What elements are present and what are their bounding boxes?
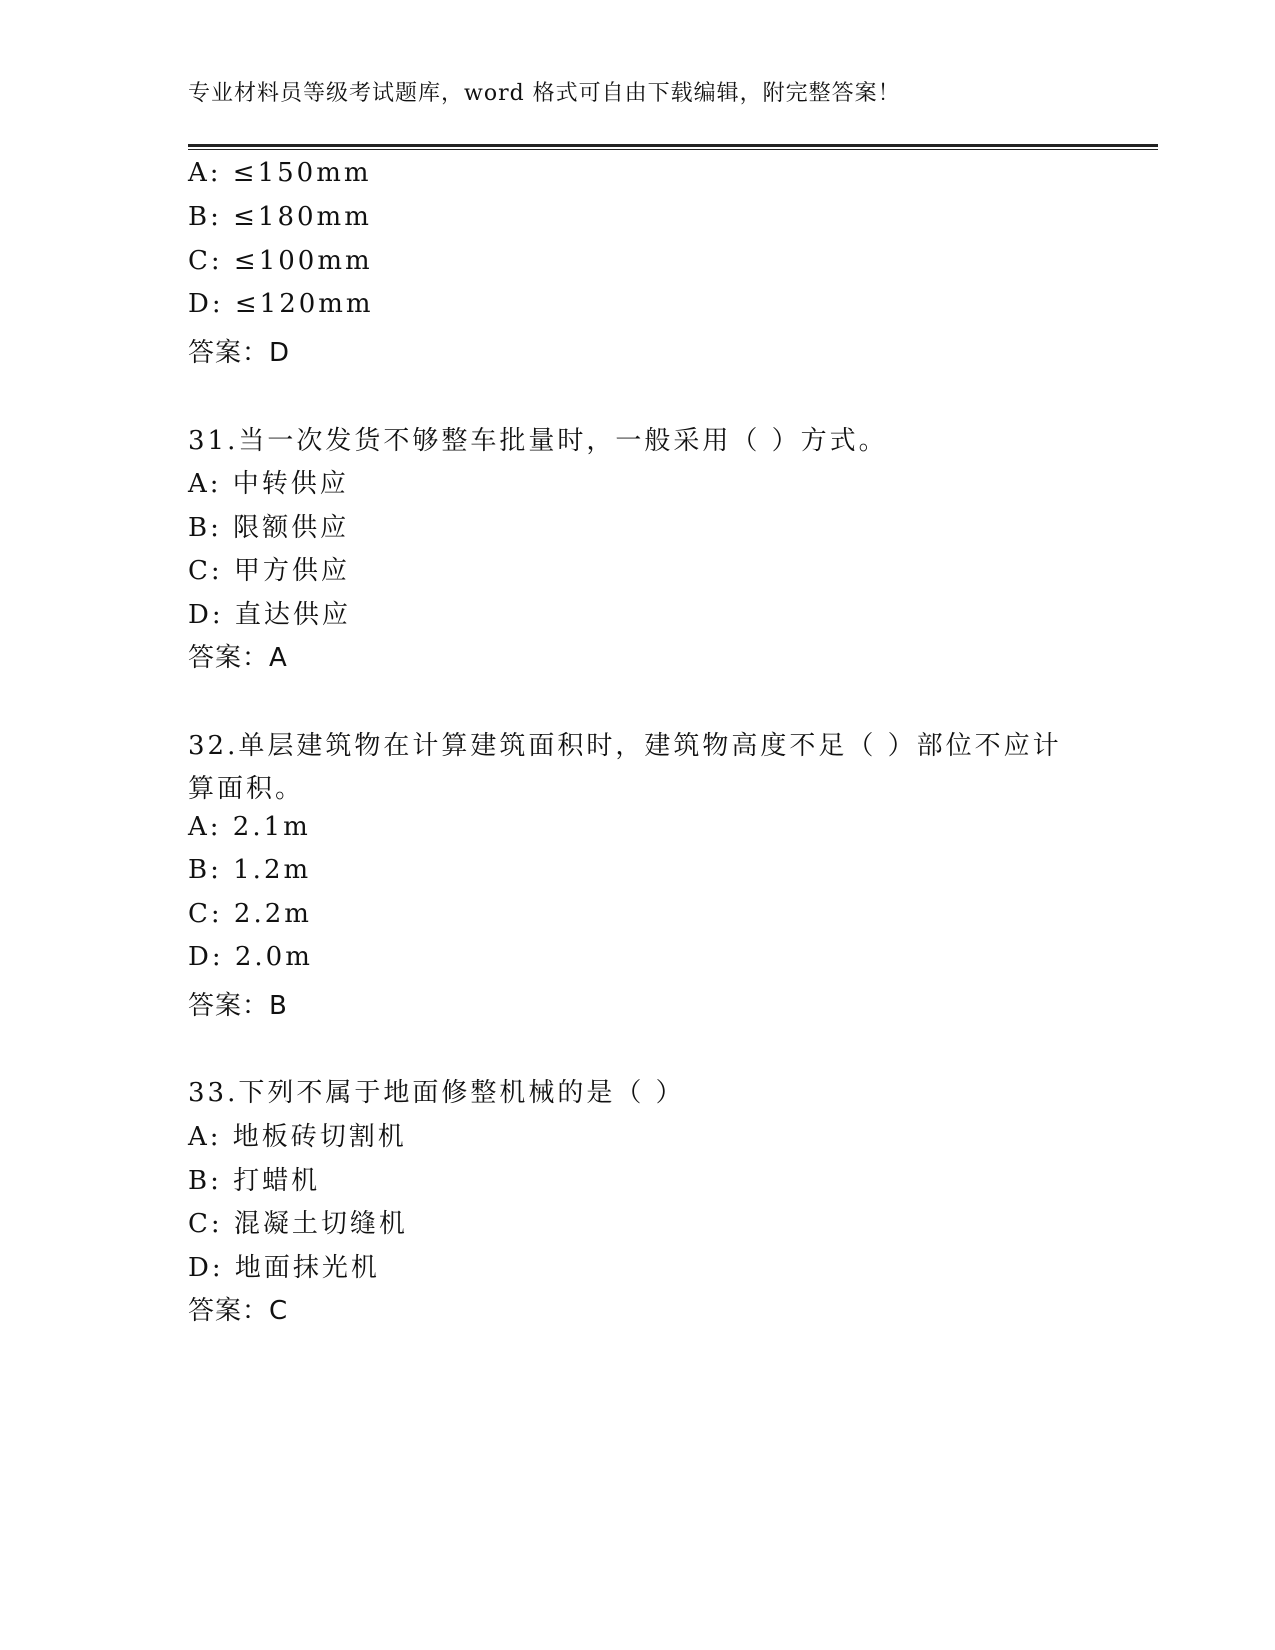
q32-stem-line2: 算面积。	[188, 774, 305, 804]
q31-stem: 31.当一次发货不够整车批量时，一般采用（ ）方式。	[188, 426, 888, 456]
q32-option-c: C: 2.2m	[188, 899, 312, 929]
q31-option-a: A: 中转供应	[188, 469, 349, 499]
q30-option-c: C: ≤100mm	[188, 246, 373, 276]
header-divider-thick	[188, 144, 1158, 147]
q33-answer: 答案：C	[188, 1296, 289, 1326]
q33-option-d: D: 地面抹光机	[188, 1253, 380, 1283]
q30-option-a: A: ≤150mm	[188, 158, 372, 188]
q33-option-b: B: 打蜡机	[188, 1166, 321, 1196]
q30-option-b: B: ≤180mm	[188, 202, 372, 232]
q32-stem-line1: 32.单层建筑物在计算建筑面积时，建筑物高度不足（ ）部位不应计	[188, 731, 1062, 761]
q32-option-d: D: 2.0m	[188, 942, 313, 972]
page-header: 专业材料员等级考试题库，word 格式可自由下载编辑，附完整答案！	[188, 81, 901, 106]
q30-option-d: D: ≤120mm	[188, 289, 374, 319]
q31-option-c: C: 甲方供应	[188, 556, 350, 586]
q30-answer: 答案：D	[188, 338, 291, 368]
q31-answer: 答案：A	[188, 643, 288, 673]
q33-stem: 33.下列不属于地面修整机械的是（ ）	[188, 1078, 685, 1108]
q33-option-a: A: 地板砖切割机	[188, 1122, 407, 1152]
q31-option-d: D: 直达供应	[188, 600, 351, 630]
header-divider-thin	[188, 149, 1158, 150]
q33-option-c: C: 混凝土切缝机	[188, 1209, 408, 1239]
q31-option-b: B: 限额供应	[188, 513, 350, 543]
q32-answer: 答案：B	[188, 991, 288, 1021]
q32-option-a: A: 2.1m	[188, 812, 311, 842]
q32-option-b: B: 1.2m	[188, 855, 312, 885]
